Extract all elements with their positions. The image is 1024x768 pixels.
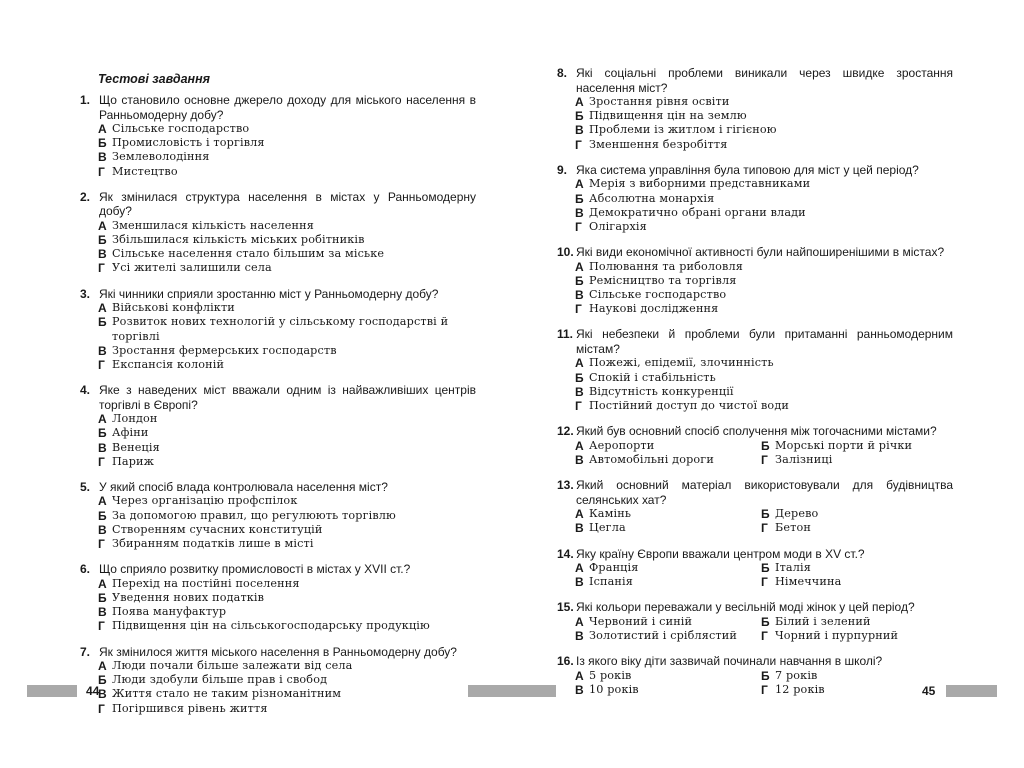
answer-options xyxy=(575,439,953,467)
answer-letter: А xyxy=(575,177,584,192)
answer-letter: Г xyxy=(575,302,582,317)
answer-text: Іспанія xyxy=(589,575,633,589)
question xyxy=(76,645,476,716)
answer-text: Золотистий і сріблястий xyxy=(589,629,737,643)
answer-option xyxy=(761,669,961,683)
answer-letter: В xyxy=(575,683,584,698)
answer-letter: А xyxy=(575,95,584,109)
answer-option xyxy=(761,439,961,453)
answer-text: Зростання фермерських господарств xyxy=(112,343,337,357)
answer-option xyxy=(575,177,953,191)
question xyxy=(553,600,953,643)
answer-letter: А xyxy=(575,507,584,522)
answer-option xyxy=(575,220,953,234)
question-header xyxy=(553,163,953,178)
question-number: 5. xyxy=(80,479,91,494)
question-number-cell xyxy=(553,245,575,260)
question-text: Яка система управління була типовою для міст у цей період? xyxy=(576,162,919,177)
question-number: 6. xyxy=(80,562,91,577)
answer-text: Афіни xyxy=(112,426,149,440)
answer-text: Військові конфлікти xyxy=(112,301,235,315)
answer-options xyxy=(575,615,953,643)
answer-option xyxy=(98,358,476,372)
answer-text: Землеволодіння xyxy=(112,150,210,164)
answer-options xyxy=(575,507,953,535)
question-number-cell xyxy=(553,600,575,615)
answer-text: Збиранням податків лише в місті xyxy=(112,537,314,551)
answer-option xyxy=(761,629,961,643)
answer-text: Люди почали більше залежати від села xyxy=(112,659,353,673)
answer-option xyxy=(98,122,476,136)
answer-letter: Б xyxy=(761,614,770,629)
answer-text: Дерево xyxy=(775,507,819,521)
answer-letter: А xyxy=(98,412,107,427)
answer-text: Залізниці xyxy=(775,452,833,466)
answer-text: Життя стало не таким різноманітним xyxy=(112,687,342,701)
answer-letter: В xyxy=(98,605,107,620)
answer-letter: Г xyxy=(98,619,105,634)
answer-option xyxy=(98,509,476,523)
answer-text: Усі жителі залишили села xyxy=(112,261,272,275)
question-text: Які небезпеки й проблеми були притаманні ранньомодерним містам? xyxy=(576,327,953,356)
answer-text: Наукові дослідження xyxy=(589,302,719,316)
question-number-cell xyxy=(76,383,98,398)
question-number: 1. xyxy=(80,93,91,107)
question-header xyxy=(553,654,953,669)
question-text: Які соціальні проблеми виникали через швидке зростання населення міст? xyxy=(576,66,953,95)
answer-option xyxy=(761,575,961,589)
answer-letter: Г xyxy=(98,454,105,469)
answer-text: Створенням сучасних конституцій xyxy=(112,522,323,536)
answer-option xyxy=(98,261,476,275)
answer-options xyxy=(98,301,476,372)
answer-text: Італія xyxy=(775,561,811,575)
question xyxy=(76,480,476,551)
answer-options xyxy=(98,659,476,716)
left-footer-bar xyxy=(27,685,77,697)
answer-options xyxy=(575,177,953,234)
question xyxy=(553,478,953,535)
question-text: Які чинники сприяли зростанню міст у Ранньомодерну добу? xyxy=(99,286,439,301)
answer-letter: В xyxy=(98,687,107,702)
answer-text: Погіршився рівень життя xyxy=(112,701,268,715)
answer-text: Сільське населення стало більшим за міське xyxy=(112,247,385,261)
question-number: 12. xyxy=(557,424,574,439)
right-page-number: 45 xyxy=(922,684,936,698)
answer-text: Морські порти й річки xyxy=(775,438,913,452)
question-text: Яку країну Європи вважали центром моди в XV ст.? xyxy=(576,546,865,561)
answer-option xyxy=(575,302,953,316)
question-text: Що становило основне джерело доходу для міського населення в Ранньомодерну добу? xyxy=(99,93,476,122)
left-question-list xyxy=(76,93,476,716)
answer-option xyxy=(575,629,761,643)
answer-option xyxy=(98,441,476,455)
answer-text: Камінь xyxy=(589,507,632,521)
answer-option xyxy=(98,577,476,591)
question-number-cell xyxy=(76,480,98,495)
question-text: У який спосіб влада контролювала населення міст? xyxy=(99,479,388,494)
answer-option xyxy=(98,150,476,164)
answer-option xyxy=(98,455,476,469)
answer-option xyxy=(575,192,953,206)
answer-option xyxy=(98,537,476,551)
question xyxy=(553,245,953,316)
answer-option xyxy=(98,412,476,426)
answer-letter: Б xyxy=(575,370,584,385)
question xyxy=(76,287,476,373)
answer-text: 5 років xyxy=(589,668,632,682)
answer-options xyxy=(98,494,476,551)
question-number: 7. xyxy=(80,644,91,659)
question-header xyxy=(553,327,953,356)
answer-text: Чорний і пурпурний xyxy=(775,629,899,643)
answer-option xyxy=(575,453,761,467)
answer-text: Підвищення цін на сільськогосподарську продукцію xyxy=(112,619,430,633)
answer-text: Париж xyxy=(112,454,155,468)
answer-letter: Г xyxy=(98,164,105,179)
answer-letter: В xyxy=(575,205,584,220)
question xyxy=(553,163,953,234)
question-number: 3. xyxy=(80,286,91,301)
answer-text: Червоний і синій xyxy=(589,614,693,628)
center-footer-bar xyxy=(468,685,556,697)
question xyxy=(553,654,953,697)
answer-text: Постійний доступ до чистої води xyxy=(589,399,789,413)
answer-letter: Б xyxy=(98,673,107,688)
answer-options xyxy=(575,561,953,589)
question-number-cell xyxy=(553,478,575,493)
answer-letter: А xyxy=(98,218,107,233)
answer-letter: А xyxy=(98,122,107,136)
answer-option xyxy=(575,260,953,274)
answer-options xyxy=(575,669,953,697)
question-number: 11. xyxy=(557,327,574,342)
answer-option xyxy=(575,356,953,370)
answer-options xyxy=(575,95,953,152)
question-header xyxy=(76,562,476,577)
answer-options xyxy=(98,219,476,276)
answer-text: Білий і зелений xyxy=(775,614,871,628)
answer-option xyxy=(761,561,961,575)
answer-option xyxy=(575,669,761,683)
answer-letter: Б xyxy=(575,191,584,206)
answer-text: 10 років xyxy=(589,683,639,697)
answer-text: Спокій і стабільність xyxy=(589,370,716,384)
answer-option xyxy=(575,521,761,535)
answer-text: За допомогою правил, що регулюють торгівлю xyxy=(112,508,396,522)
answer-option xyxy=(575,274,953,288)
answer-letter: Г xyxy=(761,629,768,644)
question-number: 9. xyxy=(557,162,568,177)
answer-letter: Б xyxy=(575,109,584,124)
answer-option xyxy=(575,439,761,453)
question-header xyxy=(553,424,953,439)
question-header xyxy=(553,547,953,562)
question-number-cell xyxy=(553,547,575,562)
right-footer-bar xyxy=(946,685,997,697)
question-text: Який основний матеріал використовували для будівництва селянських хат? xyxy=(576,478,953,507)
answer-text: Промисловість і торгівля xyxy=(112,136,265,150)
answer-letter: Б xyxy=(761,507,770,522)
answer-letter: А xyxy=(98,301,107,316)
answer-text: 7 років xyxy=(775,668,818,682)
answer-letter: Г xyxy=(761,683,768,698)
answer-options xyxy=(98,412,476,469)
question-header xyxy=(76,190,476,219)
answer-letter: Г xyxy=(98,261,105,276)
answer-text: Підвищення цін на землю xyxy=(589,109,747,123)
answer-letter: Г xyxy=(98,701,105,716)
answer-letter: Б xyxy=(761,668,770,683)
answer-option xyxy=(98,233,476,247)
answer-text: Збільшилася кількість міських робітників xyxy=(112,233,365,247)
left-page-number: 44 xyxy=(86,684,100,698)
answer-letter: Б xyxy=(575,273,584,288)
answer-option xyxy=(761,507,961,521)
question-number-cell xyxy=(76,645,98,660)
question-text: Як змінилося життя міського населення в Ранньомодерну добу? xyxy=(99,644,457,659)
question xyxy=(553,66,953,152)
question-header xyxy=(76,93,476,122)
answer-text: Венеція xyxy=(112,440,160,454)
answer-letter: Б xyxy=(98,426,107,441)
answer-options xyxy=(575,356,953,413)
answer-text: Сільське господарство xyxy=(112,122,250,135)
answer-option xyxy=(98,702,476,716)
question-text: Як змінилася структура населення в містах у Ранньомодерну добу? xyxy=(99,189,476,219)
question-number-cell xyxy=(553,327,575,342)
answer-text: Пожежі, епідемії, злочинність xyxy=(589,356,774,370)
question-header xyxy=(553,478,953,507)
answer-options xyxy=(98,122,476,179)
answer-option xyxy=(761,615,961,629)
answer-option xyxy=(575,561,761,575)
answer-letter: Г xyxy=(761,575,768,590)
answer-text: Демократично обрані органи влади xyxy=(589,205,806,219)
answer-option xyxy=(98,315,476,343)
answer-letter: Г xyxy=(761,452,768,467)
answer-text: Зростання рівня освіти xyxy=(589,95,730,108)
answer-option xyxy=(575,615,761,629)
question-number: 10. xyxy=(557,245,574,260)
answer-option xyxy=(98,494,476,508)
answer-text: Відсутність конкуренції xyxy=(589,384,734,398)
answer-letter: Г xyxy=(575,219,582,234)
question-header xyxy=(553,245,953,260)
answer-letter: А xyxy=(575,356,584,371)
answer-option xyxy=(575,138,953,152)
answer-option xyxy=(575,575,761,589)
answer-options xyxy=(575,260,953,317)
answer-text: Олігархія xyxy=(589,219,647,233)
answer-option xyxy=(575,288,953,302)
answer-option xyxy=(98,591,476,605)
answer-letter: В xyxy=(575,384,584,399)
question xyxy=(76,562,476,633)
question xyxy=(553,547,953,590)
answer-letter: В xyxy=(98,440,107,455)
answer-letter: Б xyxy=(98,315,107,330)
question-number-cell xyxy=(76,190,98,205)
answer-letter: Г xyxy=(761,521,768,536)
answer-option xyxy=(575,385,953,399)
question-number: 13. xyxy=(557,478,574,493)
answer-text: Полювання та риболовля xyxy=(589,259,743,273)
answer-text: Аеропорти xyxy=(589,438,655,452)
question-header xyxy=(76,645,476,660)
answer-letter: А xyxy=(98,576,107,591)
question-number: 4. xyxy=(80,383,91,398)
right-question-list xyxy=(553,66,953,413)
answer-option xyxy=(98,687,476,701)
answer-text: Проблеми із житлом і гігієною xyxy=(589,123,777,137)
question-number-cell xyxy=(76,562,98,577)
answer-option xyxy=(98,301,476,315)
answer-option xyxy=(98,165,476,179)
answer-text: Лондон xyxy=(112,412,158,426)
answer-text: 12 років xyxy=(775,683,825,697)
answer-letter: В xyxy=(98,247,107,262)
answer-option xyxy=(575,399,953,413)
answer-text: Мерія з виборними представниками xyxy=(589,177,811,191)
answer-letter: Г xyxy=(98,357,105,372)
question-header xyxy=(76,383,476,412)
answer-text: Автомобільні дороги xyxy=(589,452,714,466)
answer-option xyxy=(575,123,953,137)
answer-text: Поява мануфактур xyxy=(112,605,227,619)
answer-text: Ремісництво та торгівля xyxy=(589,273,737,287)
answer-letter: В xyxy=(98,522,107,537)
answer-letter: В xyxy=(575,452,584,467)
answer-option xyxy=(98,247,476,261)
answer-letter: Г xyxy=(98,537,105,552)
answer-letter: А xyxy=(575,259,584,274)
answer-text: Експансія колоній xyxy=(112,357,225,371)
answer-letter: А xyxy=(575,668,584,683)
question-number-cell xyxy=(76,287,98,302)
answer-option xyxy=(98,219,476,233)
answer-text: Перехід на постійні поселення xyxy=(112,576,300,590)
right-question-grid-list xyxy=(553,424,953,697)
question-text: Що сприяло розвитку промисловості в містах у XVII ст.? xyxy=(99,562,411,577)
question-text: Який був основний спосіб сполучення між тогочасними містами? xyxy=(576,424,937,439)
answer-option xyxy=(575,206,953,220)
answer-letter: В xyxy=(575,575,584,590)
answer-letter: Б xyxy=(98,233,107,248)
question-header xyxy=(76,480,476,495)
left-page xyxy=(76,66,476,727)
question-number-cell xyxy=(553,66,575,81)
answer-text: Цегла xyxy=(589,521,626,535)
answer-letter: Г xyxy=(575,399,582,414)
answer-option xyxy=(761,453,961,467)
answer-letter: А xyxy=(575,438,584,453)
answer-letter: Г xyxy=(575,137,582,152)
question-number: 8. xyxy=(557,66,568,80)
answer-text: Люди здобули більше прав і свобод xyxy=(112,673,328,687)
question-header xyxy=(553,600,953,615)
question-text: Із якого віку діти зазвичай починали навчання в школі? xyxy=(576,654,883,669)
answer-option xyxy=(98,673,476,687)
question-header xyxy=(553,66,953,95)
answer-option xyxy=(761,521,961,535)
answer-option xyxy=(98,659,476,673)
answer-option xyxy=(575,95,953,109)
question-text: Які кольори переважали у весільній моді жінок у цей період? xyxy=(576,600,915,615)
answer-letter: А xyxy=(98,659,107,674)
question-number-cell xyxy=(553,163,575,178)
question xyxy=(76,383,476,469)
answer-text: Зменшилася кількість населення xyxy=(112,218,314,232)
answer-option xyxy=(575,109,953,123)
answer-text: Абсолютна монархія xyxy=(589,191,715,205)
answer-option xyxy=(98,136,476,150)
answer-text: Уведення нових податків xyxy=(112,590,265,604)
question-number-cell xyxy=(76,93,98,108)
answer-text: Німеччина xyxy=(775,575,842,589)
question xyxy=(553,327,953,413)
answer-letter: А xyxy=(575,561,584,576)
question-header xyxy=(76,287,476,302)
right-page xyxy=(553,66,953,708)
answer-letter: В xyxy=(98,150,107,165)
answer-letter: В xyxy=(575,288,584,303)
answer-letter: В xyxy=(575,123,584,138)
answer-text: Сільське господарство xyxy=(589,288,727,302)
answer-text: Мистецтво xyxy=(112,164,178,178)
answer-letter: В xyxy=(575,521,584,536)
answer-text: Зменшення безробіття xyxy=(589,137,728,151)
question-number: 2. xyxy=(80,189,91,204)
answer-option xyxy=(98,619,476,633)
answer-letter: В xyxy=(98,343,107,358)
answer-letter: А xyxy=(98,494,107,509)
answer-letter: Б xyxy=(761,561,770,576)
answer-letter: В xyxy=(575,629,584,644)
answer-letter: Б xyxy=(98,590,107,605)
question-number: 14. xyxy=(557,546,574,561)
answer-option xyxy=(98,426,476,440)
question-text: Яке з наведених міст вважали одним із найважливіших центрів торгівлі в Європі? xyxy=(99,383,476,412)
section-title: Тестові завдання xyxy=(98,72,211,86)
answer-option xyxy=(575,371,953,385)
answer-text: Через організацію профспілок xyxy=(112,494,298,508)
answer-option xyxy=(98,605,476,619)
answer-letter: Б xyxy=(98,508,107,523)
question-number: 15. xyxy=(557,600,574,615)
answer-option xyxy=(575,683,761,697)
question-number: 16. xyxy=(557,654,574,669)
answer-letter: А xyxy=(575,614,584,629)
answer-option xyxy=(575,507,761,521)
answer-letter: Б xyxy=(761,438,770,453)
answer-option xyxy=(98,523,476,537)
answer-option xyxy=(98,344,476,358)
answer-text: Бетон xyxy=(775,521,811,535)
question xyxy=(76,190,476,276)
question-text: Які види економічної активності були найпоширенішими в містах? xyxy=(576,245,945,260)
answer-text: Розвиток нових технологій у сільському господарстві й торгівлі xyxy=(112,315,449,343)
question xyxy=(76,93,476,179)
question-number-cell xyxy=(553,424,575,439)
answer-options xyxy=(98,577,476,634)
question-number-cell xyxy=(553,654,575,669)
answer-letter: Б xyxy=(98,136,107,151)
question xyxy=(553,424,953,467)
answer-text: Франція xyxy=(589,561,639,575)
